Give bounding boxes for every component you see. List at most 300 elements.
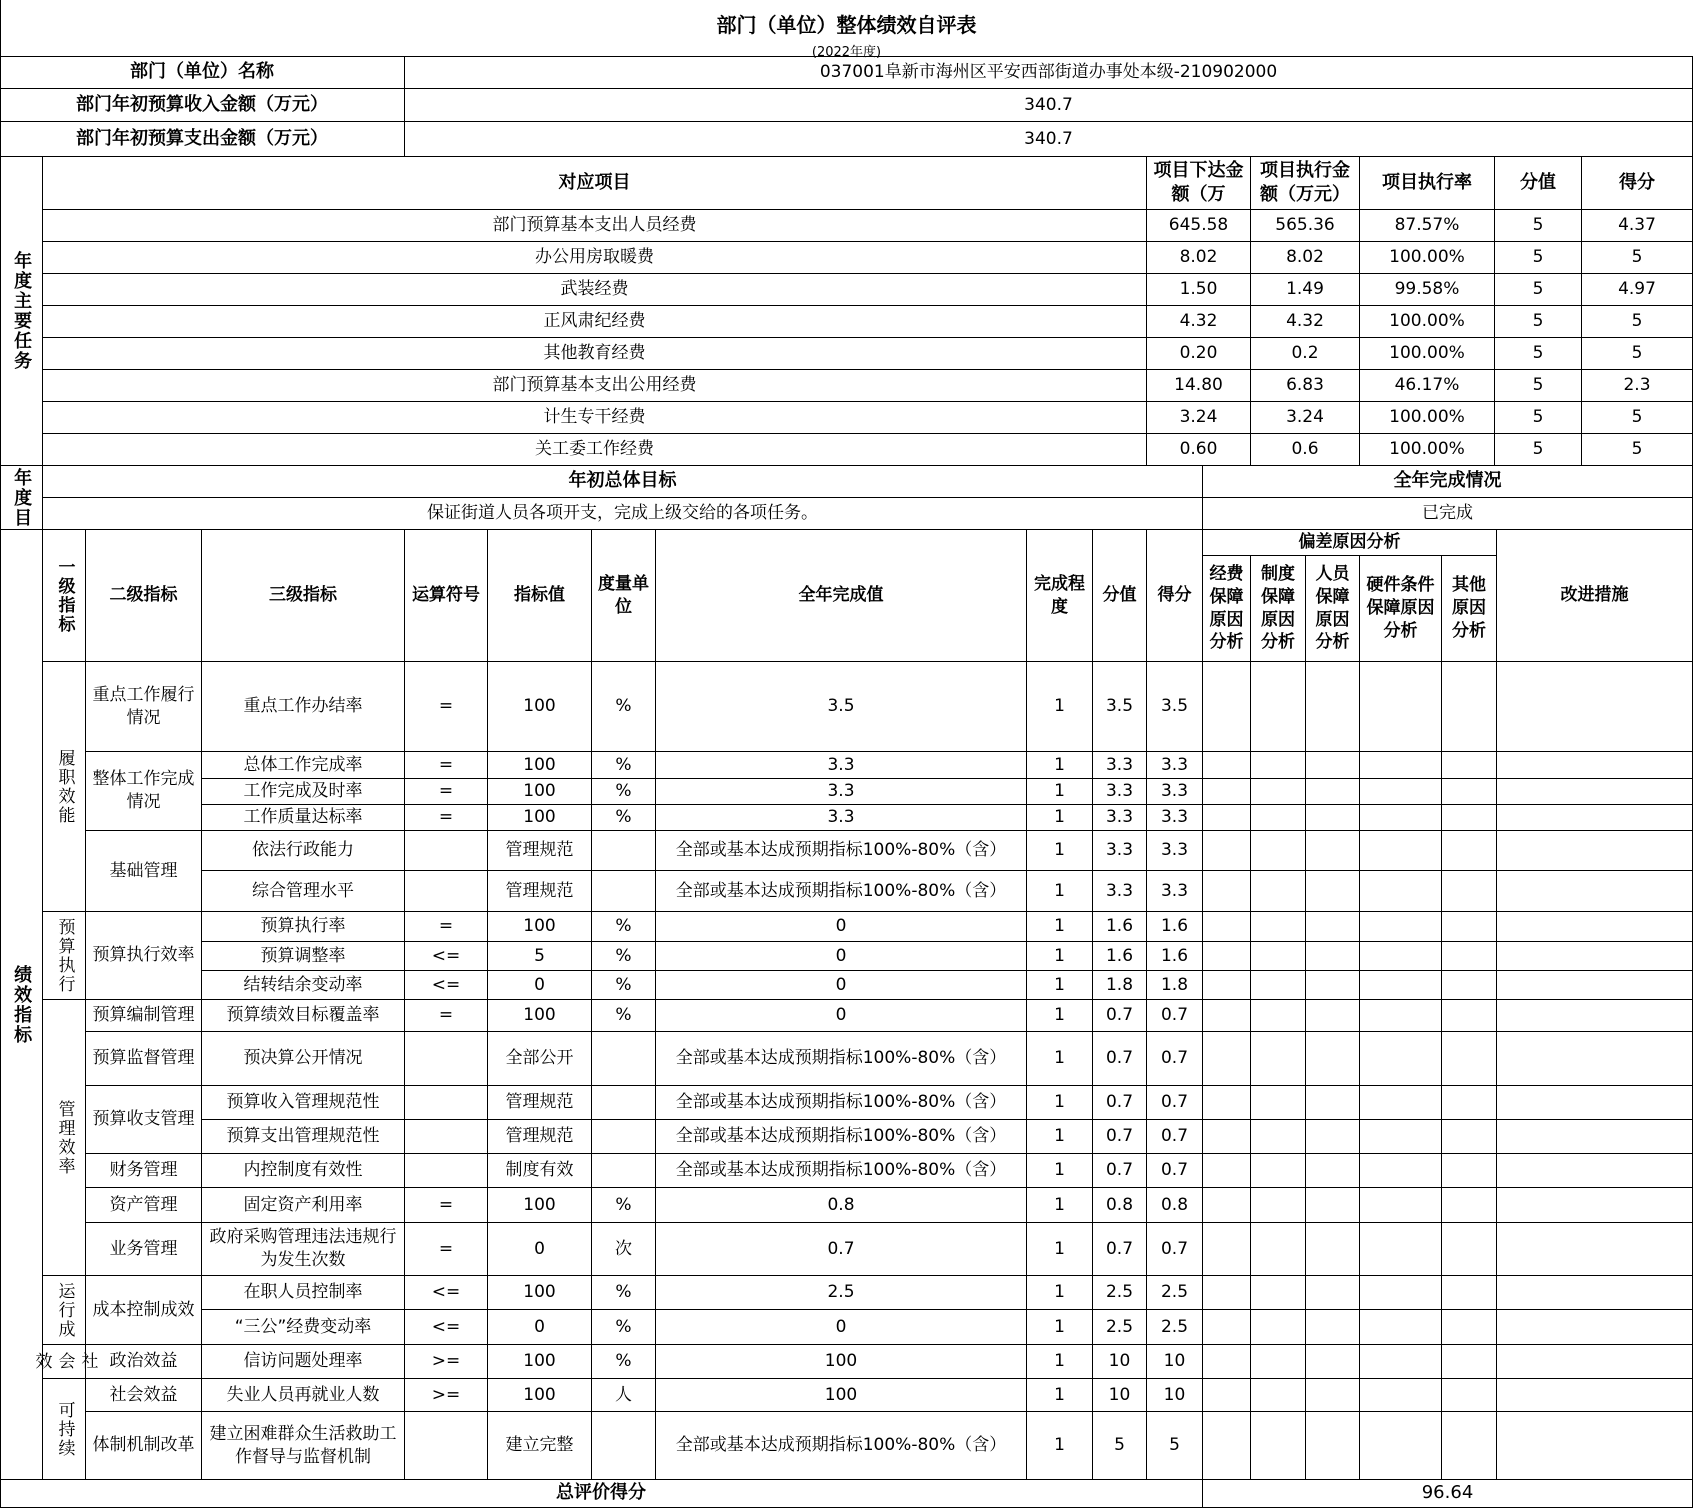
target-value-cell (488, 805, 592, 831)
actual-value-cell (656, 871, 1027, 912)
task-row-cell-text: 5 (1532, 375, 1544, 396)
degree-cell-text: 1 (1054, 696, 1065, 717)
tasks-col-header-5-text: 得分 (1619, 171, 1655, 193)
level2-label-text: 重点工作履行情况 (92, 684, 195, 728)
score-cell-text: 0.7 (1105, 1092, 1134, 1113)
task-row-cell (1251, 402, 1360, 434)
level3-name-text: 工作质量达标率 (243, 807, 363, 828)
deviation-empty-cell (1251, 1412, 1306, 1480)
degree-cell-text: 1 (1054, 840, 1065, 861)
score-cell (1093, 1188, 1147, 1223)
level3-name-text: 信访问题处理率 (243, 1351, 363, 1372)
task-row-cell (1360, 306, 1495, 338)
level3-name (202, 1188, 405, 1223)
tasks-col-header-2-text: 项目执行金额（万元） (1260, 159, 1350, 205)
unit-cell-text: % (615, 1351, 632, 1372)
level2-label (86, 662, 202, 752)
op-cell (405, 1223, 488, 1276)
actual-value-cell (656, 912, 1027, 942)
deviation-empty-cell (1306, 1000, 1360, 1032)
level3-name (202, 662, 405, 752)
year-subtitle: (2022年度) (811, 45, 882, 60)
got-cell (1147, 1276, 1203, 1310)
unit-cell (592, 752, 656, 779)
degree-cell (1027, 1223, 1093, 1276)
deviation-empty-cell (1360, 752, 1442, 779)
op-cell (405, 1000, 488, 1032)
task-row-cell-text: 0.6 (1291, 439, 1319, 460)
score-cell (1093, 805, 1147, 831)
header-value-2 (405, 122, 1693, 157)
deviation-empty-cell (1360, 1120, 1442, 1154)
target-value-cell-text: 100 (523, 781, 556, 802)
tasks-col-header-3-text: 项目执行率 (1382, 171, 1472, 193)
level3-name-text: 总体工作完成率 (243, 754, 363, 775)
deviation-empty-cell (1203, 1223, 1251, 1276)
task-row-cell-text: 5 (1631, 247, 1643, 268)
target-value-cell (488, 1345, 592, 1379)
level1-label-text: 运行成 (54, 1281, 75, 1339)
degree-cell-text: 1 (1054, 781, 1065, 802)
unit-cell-text: % (615, 916, 632, 937)
ind-header-dev-3-text: 硬件条件保障原因分析 (1366, 575, 1435, 641)
score-cell (1093, 1120, 1147, 1154)
task-row-cell-text: 5 (1532, 343, 1544, 364)
indicators-section-label-text: 绩效指标 (11, 964, 33, 1045)
ind-header-actual-text: 全年完成值 (798, 585, 884, 606)
got-cell (1147, 971, 1203, 1000)
degree-cell-text: 1 (1054, 1282, 1065, 1303)
level2-label-text: 预算监督管理 (92, 1048, 195, 1069)
deviation-empty-cell (1306, 871, 1360, 912)
indicators-section-label (0, 530, 43, 1480)
score-cell (1093, 1086, 1147, 1120)
level2-label (86, 912, 202, 1000)
actual-value-cell (656, 1276, 1027, 1310)
task-row-cell (1360, 402, 1495, 434)
op-cell-text: = (438, 754, 454, 775)
tasks-col-header-2 (1251, 157, 1360, 210)
task-row-cell-text: 100.00% (1389, 247, 1465, 268)
level2-label (86, 1276, 202, 1345)
deviation-empty-cell (1306, 1379, 1360, 1412)
actual-value-cell-text: 2.5 (827, 1282, 855, 1303)
score-cell (1093, 971, 1147, 1000)
got-cell (1147, 1345, 1203, 1379)
task-row-cell (1147, 370, 1251, 402)
target-value-cell (488, 1154, 592, 1188)
target-value-cell (488, 971, 592, 1000)
target-value-cell-text: 100 (523, 1194, 556, 1215)
score-cell (1093, 831, 1147, 871)
unit-cell-text: 次 (615, 1238, 632, 1259)
task-row-cell (1582, 306, 1693, 338)
level3-name (202, 752, 405, 779)
unit-cell (592, 1310, 656, 1345)
task-row-cell (1495, 338, 1582, 370)
ind-header-dev-4 (1442, 556, 1497, 662)
deviation-empty-cell (1360, 1310, 1442, 1345)
target-value-cell (488, 1086, 592, 1120)
got-cell-text: 3.3 (1160, 781, 1189, 802)
improve-empty-cell (1497, 752, 1693, 779)
ind-header-dev-2-text: 人员保障原因分析 (1315, 563, 1350, 653)
unit-cell (592, 1412, 656, 1480)
op-cell-text: = (438, 1005, 454, 1026)
deviation-empty-cell (1306, 1276, 1360, 1310)
deviation-empty-cell (1203, 1000, 1251, 1032)
op-cell (405, 1412, 488, 1480)
got-cell (1147, 912, 1203, 942)
level2-label-text: 社会效益 (109, 1384, 178, 1405)
total-value (1203, 1480, 1693, 1508)
level3-name-text: 失业人员再就业人数 (226, 1384, 380, 1405)
actual-value-cell (656, 1188, 1027, 1223)
level1-label (43, 662, 86, 912)
degree-cell-text: 1 (1054, 1005, 1065, 1026)
level1-label-text: 管理效率 (54, 1099, 75, 1176)
level2-label-text: 基础管理 (109, 860, 178, 881)
op-cell (405, 871, 488, 912)
deviation-empty-cell (1442, 805, 1497, 831)
op-cell (405, 971, 488, 1000)
deviation-empty-cell (1306, 942, 1360, 971)
unit-cell (592, 662, 656, 752)
actual-value-cell-text: 全部或基本达成预期指标100%-80%（含） (675, 1435, 1007, 1456)
ind-header-dev-1-text: 制度保障原因分析 (1261, 563, 1295, 653)
got-cell-text: 3.3 (1160, 807, 1189, 828)
level3-name (202, 1120, 405, 1154)
level3-name (202, 1000, 405, 1032)
score-cell-text: 0.7 (1105, 1005, 1134, 1026)
got-cell-text: 1.8 (1160, 974, 1189, 995)
unit-cell (592, 1032, 656, 1086)
level2-label (86, 1086, 202, 1154)
task-row-cell (1147, 434, 1251, 466)
deviation-empty-cell (1306, 1188, 1360, 1223)
actual-value-cell-text: 全部或基本达成预期指标100%-80%（含） (675, 1160, 1007, 1181)
op-cell (405, 1086, 488, 1120)
level3-name-text: 依法行政能力 (252, 840, 354, 861)
task-row-cell-text: 5 (1532, 279, 1544, 300)
degree-cell-text: 1 (1054, 1316, 1065, 1337)
task-row-name (43, 402, 1147, 434)
got-cell (1147, 1188, 1203, 1223)
deviation-empty-cell (1251, 752, 1306, 779)
score-cell (1093, 1032, 1147, 1086)
ind-header-improve-text: 改进措施 (1560, 585, 1629, 606)
actual-value-cell (656, 662, 1027, 752)
degree-cell (1027, 779, 1093, 805)
level2-label-text: 预算编制管理 (92, 1005, 195, 1026)
task-row-cell (1251, 242, 1360, 274)
target-value-cell-text: 100 (523, 1282, 556, 1303)
task-row-cell-text: 0.20 (1179, 343, 1218, 364)
ind-header-level2-text: 二级指标 (109, 585, 178, 606)
op-cell (405, 1120, 488, 1154)
task-row-cell-text: 100.00% (1389, 439, 1465, 460)
task-row-name-text: 部门预算基本支出公用经费 (492, 375, 697, 396)
unit-cell (592, 1345, 656, 1379)
task-row-cell-text: 1.50 (1179, 279, 1218, 300)
deviation-empty-cell (1203, 1154, 1251, 1188)
actual-value-cell (656, 779, 1027, 805)
op-cell-text: <= (431, 1316, 461, 1337)
deviation-empty-cell (1442, 662, 1497, 752)
got-cell-text: 1.6 (1160, 945, 1189, 966)
level3-name (202, 871, 405, 912)
task-row-cell (1360, 370, 1495, 402)
level3-name-text: 结转结余变动率 (243, 974, 363, 995)
actual-value-cell (656, 1310, 1027, 1345)
level1-label (43, 1276, 86, 1345)
task-row-name-text: 部门预算基本支出人员经费 (492, 215, 697, 236)
title-block (0, 0, 1693, 60)
score-cell-text: 1.6 (1105, 945, 1134, 966)
unit-cell (592, 1086, 656, 1120)
improve-empty-cell (1497, 1120, 1693, 1154)
ind-header-unit-text: 度量单位 (598, 573, 649, 617)
got-cell-text: 3.3 (1160, 880, 1189, 901)
task-row-cell-text: 4.37 (1618, 215, 1656, 236)
op-cell-text: = (438, 696, 454, 717)
task-row-cell-text: 5 (1532, 215, 1544, 236)
got-cell (1147, 1379, 1203, 1412)
header-value-2-text: 340.7 (1024, 128, 1073, 149)
got-cell (1147, 1154, 1203, 1188)
actual-value-cell-text: 0 (835, 945, 847, 966)
level2-label (86, 1379, 202, 1412)
actual-value-cell (656, 1379, 1027, 1412)
got-cell-text: 10 (1163, 1384, 1186, 1405)
deviation-empty-cell (1203, 1379, 1251, 1412)
actual-value-cell-text: 0.8 (827, 1194, 855, 1215)
level3-name (202, 912, 405, 942)
op-cell (405, 1276, 488, 1310)
deviation-empty-cell (1203, 1276, 1251, 1310)
deviation-empty-cell (1251, 1086, 1306, 1120)
target-value-cell-text: 100 (523, 696, 556, 717)
target-value-cell (488, 1310, 592, 1345)
got-cell (1147, 1032, 1203, 1086)
op-cell (405, 831, 488, 871)
task-row-cell-text: 645.58 (1168, 215, 1229, 236)
improve-empty-cell (1497, 662, 1693, 752)
level2-label-text: 资产管理 (109, 1194, 178, 1215)
degree-cell-text: 1 (1054, 1126, 1065, 1147)
got-cell (1147, 1086, 1203, 1120)
level3-name-text: 固定资产利用率 (243, 1194, 363, 1215)
task-row-cell-text: 5 (1532, 247, 1544, 268)
deviation-empty-cell (1360, 912, 1442, 942)
degree-cell (1027, 1086, 1093, 1120)
op-cell (405, 662, 488, 752)
op-cell (405, 752, 488, 779)
deviation-empty-cell (1203, 1412, 1251, 1480)
got-cell-text: 0.7 (1160, 1238, 1189, 1259)
improve-empty-cell (1497, 1000, 1693, 1032)
actual-value-cell (656, 971, 1027, 1000)
level3-name-text: 预算调整率 (260, 945, 346, 966)
task-row-cell (1251, 434, 1360, 466)
unit-cell-text: % (615, 781, 632, 802)
task-row-cell (1582, 210, 1693, 242)
degree-cell (1027, 1379, 1093, 1412)
task-row-name (43, 274, 1147, 306)
task-row-cell (1495, 402, 1582, 434)
deviation-empty-cell (1360, 1000, 1442, 1032)
target-value-cell-text: 管理规范 (505, 840, 574, 861)
target-value-cell (488, 871, 592, 912)
task-row-cell (1582, 434, 1693, 466)
degree-cell (1027, 831, 1093, 871)
level3-name-text: 预算执行率 (260, 916, 346, 937)
deviation-empty-cell (1360, 662, 1442, 752)
task-row-cell-text: 46.17% (1394, 375, 1460, 396)
unit-cell (592, 1188, 656, 1223)
header-label-2 (0, 122, 405, 157)
ind-header-dev-0 (1203, 556, 1251, 662)
goals-target-header-text: 年初总体目标 (568, 470, 677, 492)
task-row-cell-text: 5 (1631, 439, 1643, 460)
deviation-empty-cell (1203, 662, 1251, 752)
score-cell-text: 3.3 (1105, 880, 1134, 901)
op-cell-text: >= (431, 1351, 461, 1372)
tasks-col-header-3 (1360, 157, 1495, 210)
level3-name (202, 1379, 405, 1412)
level3-name (202, 779, 405, 805)
improve-empty-cell (1497, 1310, 1693, 1345)
unit-cell (592, 1276, 656, 1310)
task-row-cell-text: 4.97 (1618, 279, 1656, 300)
ind-header-deviation-text: 偏差原因分析 (1298, 532, 1401, 553)
improve-empty-cell (1497, 971, 1693, 1000)
deviation-empty-cell (1203, 1120, 1251, 1154)
ind-header-unit (592, 530, 656, 662)
ind-header-dev-3 (1360, 556, 1442, 662)
degree-cell-text: 1 (1054, 1160, 1065, 1181)
level3-name-text: 预算支出管理规范性 (226, 1126, 380, 1147)
level3-name-text: 工作完成及时率 (243, 781, 363, 802)
level3-name-text: 在职人员控制率 (243, 1282, 363, 1303)
target-value-cell-text: 100 (523, 1384, 556, 1405)
level3-name-text: “三公”经费变动率 (234, 1316, 372, 1337)
level3-name (202, 1345, 405, 1379)
score-cell-text: 0.7 (1105, 1048, 1134, 1069)
score-cell-text: 0.8 (1105, 1194, 1134, 1215)
task-row-cell (1147, 210, 1251, 242)
task-row-cell-text: 4.32 (1286, 311, 1324, 332)
deviation-empty-cell (1360, 1379, 1442, 1412)
level3-name-text: 综合管理水平 (252, 880, 354, 901)
ind-header-score (1093, 530, 1147, 662)
task-row-cell-text: 4.32 (1179, 311, 1218, 332)
score-cell (1093, 1412, 1147, 1480)
ind-header-dev-0-text: 经费保障原因分析 (1209, 563, 1244, 653)
got-cell-text: 2.5 (1160, 1316, 1189, 1337)
task-row-name-text: 其他教育经费 (543, 343, 646, 364)
deviation-empty-cell (1360, 1086, 1442, 1120)
task-row-cell (1360, 338, 1495, 370)
score-cell-text: 5 (1114, 1435, 1125, 1456)
deviation-empty-cell (1442, 1412, 1497, 1480)
score-cell (1093, 871, 1147, 912)
degree-cell-text: 1 (1054, 1435, 1065, 1456)
level2-label-text: 预算收支管理 (92, 1109, 195, 1130)
task-row-cell-text: 8.02 (1286, 247, 1324, 268)
level3-name (202, 1310, 405, 1345)
task-row-cell (1582, 402, 1693, 434)
deviation-empty-cell (1203, 1032, 1251, 1086)
deviation-empty-cell (1203, 1310, 1251, 1345)
deviation-empty-cell (1306, 912, 1360, 942)
level2-label-text: 体制机制改革 (92, 1435, 195, 1456)
task-row-cell (1147, 242, 1251, 274)
task-row-cell-text: 2.3 (1623, 375, 1651, 396)
actual-value-cell-text: 3.3 (827, 781, 855, 802)
goals-target-text-text: 保证街道人员各项开支，完成上级交给的各项任务。 (427, 503, 818, 524)
unit-cell (592, 1379, 656, 1412)
degree-cell (1027, 1154, 1093, 1188)
ind-header-dev-1 (1251, 556, 1306, 662)
level3-name-text: 建立困难群众生活救助工作督导与监督机制 (209, 1423, 397, 1467)
tasks-col-header-4-text: 分值 (1520, 171, 1556, 193)
task-row-cell (1147, 306, 1251, 338)
task-row-cell-text: 8.02 (1179, 247, 1218, 268)
op-cell (405, 1154, 488, 1188)
tasks-col-header-4 (1495, 157, 1582, 210)
task-row-cell (1360, 242, 1495, 274)
actual-value-cell-text: 0 (835, 916, 847, 937)
got-cell-text: 0.7 (1160, 1005, 1189, 1026)
target-value-cell (488, 1188, 592, 1223)
deviation-empty-cell (1360, 779, 1442, 805)
target-value-cell-text: 全部公开 (505, 1048, 574, 1069)
deviation-empty-cell (1360, 805, 1442, 831)
score-cell-text: 10 (1108, 1384, 1131, 1405)
actual-value-cell (656, 1120, 1027, 1154)
op-cell (405, 912, 488, 942)
header-value-1-text: 340.7 (1024, 94, 1073, 115)
tasks-col-header-5 (1582, 157, 1693, 210)
op-cell (405, 1188, 488, 1223)
degree-cell-text: 1 (1054, 880, 1065, 901)
task-row-cell-text: 1.49 (1286, 279, 1324, 300)
score-cell-text: 3.3 (1105, 781, 1134, 802)
deviation-empty-cell (1203, 1086, 1251, 1120)
deviation-empty-cell (1442, 942, 1497, 971)
deviation-empty-cell (1251, 1154, 1306, 1188)
unit-cell-text: % (615, 1282, 632, 1303)
actual-value-cell-text: 全部或基本达成预期指标100%-80%（含） (675, 1126, 1007, 1147)
deviation-empty-cell (1251, 662, 1306, 752)
task-row-cell-text: 0.60 (1179, 439, 1218, 460)
degree-cell (1027, 805, 1093, 831)
task-row-cell-text: 3.24 (1286, 407, 1324, 428)
ind-header-level1-text: 一级指标 (54, 557, 75, 634)
score-cell (1093, 662, 1147, 752)
goals-target-header (43, 466, 1203, 498)
deviation-empty-cell (1360, 1276, 1442, 1310)
actual-value-cell (656, 1412, 1027, 1480)
score-cell-text: 10 (1108, 1351, 1131, 1372)
target-value-cell-text: 制度有效 (505, 1160, 574, 1181)
level3-name (202, 805, 405, 831)
level2-label-text: 整体工作完成情况 (92, 769, 195, 812)
ind-header-op (405, 530, 488, 662)
score-cell-text: 0.7 (1105, 1160, 1134, 1181)
header-label-2-text: 部门年初预算支出金额（万元） (76, 127, 328, 149)
